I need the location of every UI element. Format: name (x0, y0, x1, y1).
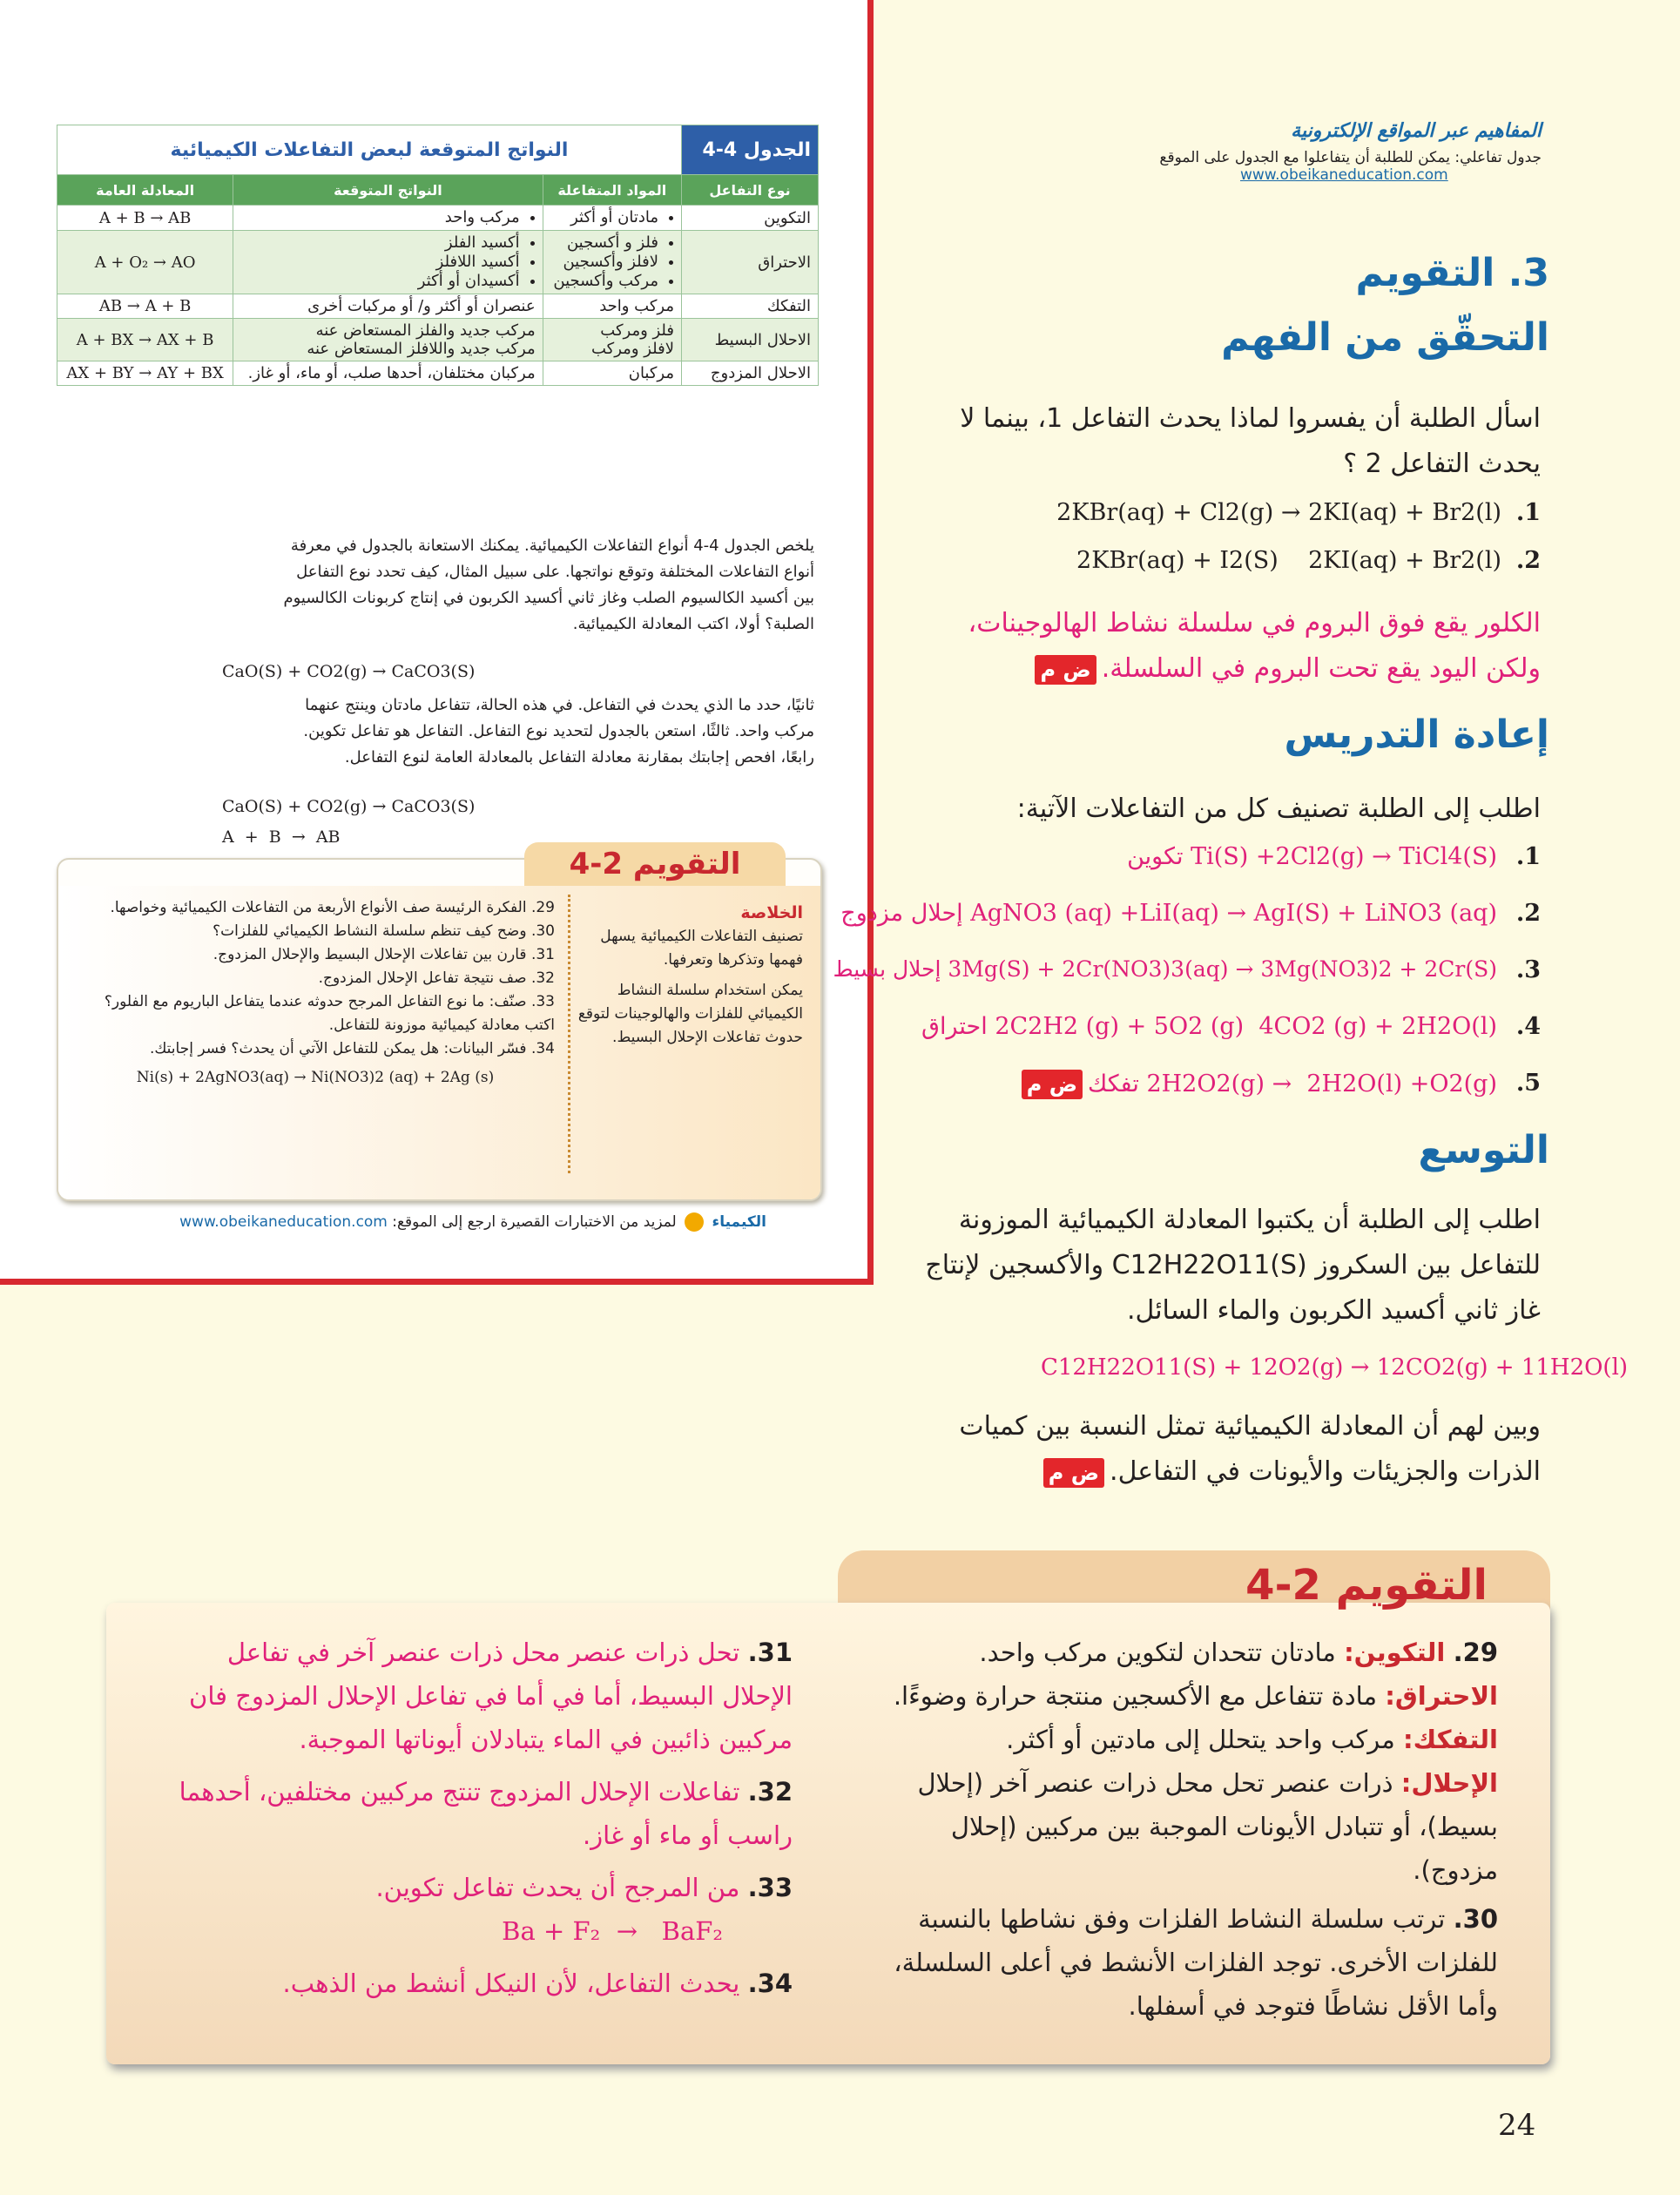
question: 32. صف نتيجة تفاعل الإحلال المزدوج. (318, 969, 555, 987)
answers-left-column (165, 1631, 793, 2005)
mini-equation-1: CaO(S) + CO2(g) → CaCO3(S) (222, 662, 476, 681)
list-item: .2 AgNO3 (aq) +LiI(aq) → AgI(S) + LiNO3 (aq) إحلال مزدوج (840, 900, 1541, 927)
dm-badge: ض م (1043, 1458, 1104, 1488)
summary (568, 902, 803, 1050)
extend-equation: C12H22O11(S) + 12O2(g) → 12CO2(g) + 11H2O(l) (1041, 1354, 1629, 1381)
dm-badge: ض م (1022, 1070, 1083, 1099)
dm-badge: ض م (1035, 655, 1096, 685)
answer-item: 32. تفاعلات الإحلال المزدوج تنتج مركبين مختلفين، أحدهما راسب أو ماء أو غاز. (179, 1777, 793, 1850)
extend-text-2: وبين لهم أن المعادلة الكيميائية تمثل النسبة بين كميات الذرات والجزيئات والأيونات في التفاعل.ض م (959, 1411, 1541, 1487)
mini-paragraph-2: ثانيًا، حدد ما الذي يحدث في التفاعل. في هذه الحالة، تتفاعل مادتان وينتج عنهما مركب واحد. ثالثًا، استعن بالجدول لتحديد نوع التفاعل. التفاعل هو تفاعل تكوين. رابعًا، افحص إجابتك بمقارنة معادلة التفاعل بالمعادلة العامة لنوع التفاعل. (303, 696, 814, 767)
summary-title: الخلاصة (740, 903, 803, 922)
table-row: التكوين • مادتان أو أكثر • مركب واحد A + B → AB (57, 206, 819, 231)
answer-item: 33. من المرجح أن يحدث تفاعل تكوين. (375, 1873, 793, 1902)
mini-footer (78, 1212, 766, 1232)
col-type: نوع التفاعل (682, 175, 819, 206)
online-concepts (1132, 120, 1542, 184)
table-row: الاحلال البسيط فلز ومركب لافلز ومركب مركب جديد والفلز المستعاض عنه مركب جديد واللافلز المستعاض عنه A + BX → AX + B (57, 319, 819, 361)
check-equation-2: .2 2KBr(aq) + I2(S) 2KI(aq) + Br2(l) (1076, 547, 1541, 574)
list-item: .5 2H2O2(g) → 2H2O(l) +O2(g) تفككض م (896, 1063, 1541, 1111)
online-title: المفاهيم عبر المواقع الإلكترونية (1291, 120, 1542, 142)
answer-item: التفكك: مركب واحد يتحلل إلى مادتين أو أكثر. (1006, 1725, 1498, 1754)
reteach-title: إعادة التدريس (1284, 713, 1549, 757)
table-row: التفكك مركب واحد عنصران أو أكثر و/ أو مركبات أخرى AB → A + B (57, 294, 819, 319)
questions (76, 896, 555, 1090)
mini-equation-3: A + B → AB (222, 827, 341, 847)
extend-text: اطلب إلى الطلبة أن يكتبوا المعادلة الكيميائية الموزونة للتفاعل بين السكروز C12H22O11(S) والأكسجين لإنتاج غاز ثاني أكسيد الكربون والماء السائل. (925, 1205, 1541, 1326)
list-item: .1 Ti(S) +2Cl2(g) → TiCl4(S) تكوين (1127, 843, 1541, 870)
dotted-divider (568, 895, 570, 1173)
online-desc: جدول تفاعلي: يمكن للطلبة أن يتفاعلوا مع الجدول على الموقع (1159, 149, 1542, 166)
question: 31. قارن بين تفاعلات الإحلال البسيط والإحلال المزدوج. (213, 946, 555, 963)
list-item: .4 2C2H2 (g) + 5O2 (g) 4CO2 (g) + 2H2O(l) احتراق (921, 1013, 1541, 1040)
col-equation: المعادلة العامة (57, 175, 233, 206)
answers-title: التقويم 2-4 (1245, 1561, 1488, 1610)
question-equation: Ni(s) + 2AgNO3(aq) → Ni(NO3)2 (aq) + 2Ag (s) (136, 1069, 495, 1086)
col-products: النواتج المتوقعة (233, 175, 543, 206)
table-row: الاحتراق • فلز و أكسجين • لافلز وأكسجين • مركب وأكسجين • أكسيد الفلز • أكسيد اللافلز • أكسيدان أو أكثر A + O₂ → AO (57, 231, 819, 294)
footer-brand: الكيمياء (712, 1213, 766, 1231)
list-item: .3 3Mg(S) + 2Cr(NO3)3(aq) → 3Mg(NO3)2 + 2Cr(S) إحلال بسيط (833, 956, 1541, 983)
answer-item: الاحتراق: مادة تتفاعل مع الأكسجين منتجة حرارة وضوءًا. (893, 1681, 1498, 1711)
mini-assessment-box (57, 847, 822, 1201)
table-title: النواتج المتوقعة لبعض التفاعلات الكيميائية (57, 125, 682, 175)
answers-right-column (871, 1631, 1498, 2028)
table-4-4 (57, 125, 819, 386)
question: 29. الفكرة الرئيسة صف الأنواع الأربعة من التفاعلات الكيميائية وخواصها. (110, 899, 555, 916)
footer-text: لمزيد من الاختبارات القصيرة ارجع إلى الموقع: (392, 1213, 677, 1231)
answer-item: الإحلال: ذرات عنصر تحل محل ذرات عنصر آخر (إحلال بسيط)، أو تتبادل الأيونات الموجبة بين مركبين (إحلال مزدوج). (917, 1768, 1498, 1885)
answer-item: 31. تحل ذرات عنصر محل ذرات عنصر آخر في تفاعل الإحلال البسيط، أما في أما في تفاعل الإحلال المزدوج فان مركبين ذائبين في الماء يتبادلان أيوناتها الموجبة. (189, 1638, 793, 1754)
mini-paragraph-1: يلخص الجدول 4-4 أنواع التفاعلات الكيميائية. يمكنك الاستعانة بالجدول في معرفة أنواع التفاعلات المختلفة وتوقع نواتجها. على سبيل المثال، كيف تحدد نوع التفاعل بين أكسيد الكالسيوم الصلب وغاز ثاني أكسيد الكربون في إنتاج كربونات الكالسيوم الصلبة؟ أولا، اكتب المعادلة الكيميائية. (283, 537, 814, 633)
check-understanding-title: التحقّق من الفهم (1221, 315, 1549, 360)
mini-equation-2: CaO(S) + CO2(g) → CaCO3(S) (222, 797, 476, 816)
summary-item: تصنيف التفاعلات الكيميائية يسهل فهمها وتذكرها وتعرفها. (600, 928, 803, 969)
answer-equation: Ba + F₂ → BaF₂ (502, 1916, 723, 1946)
mini-quiz-title: التقويم 2-4 (524, 842, 786, 886)
check-equation-1: .1 2KBr(aq) + Cl2(g) → 2KI(aq) + Br2(l) (1056, 499, 1541, 526)
section-title-assessment: 3. التقويم (1355, 251, 1549, 295)
question: 33. صنّف: ما نوع التفاعل المرجح حدوثه عندما يتفاعل الباريوم مع الفلور؟ اكتب معادلة كيميائية موزونة للتفاعل. (104, 993, 555, 1034)
summary-item: يمكن استخدام سلسلة النشاط الكيميائي للفلزات والهالوجينات لتوقع حدوث تفاعلات الإحلال البسيط. (577, 982, 803, 1046)
reteach-text: اطلب إلى الطلبة تصنيف كل من التفاعلات الآتية: (1016, 794, 1541, 824)
footer-url[interactable]: www.obeikaneducation.com (179, 1213, 388, 1231)
page-number: 24 (1498, 2108, 1536, 2143)
col-reactants: المواد المتفاعلة (543, 175, 681, 206)
assessment-answers-box (106, 1550, 1550, 2064)
answer-item: 29. التكوين: مادتان تتحدان لتكوين مركب واحد. (979, 1638, 1498, 1667)
online-url[interactable]: www.obeikaneducation.com (1240, 166, 1448, 184)
check-answer: الكلور يقع فوق البروم في سلسلة نشاط الهالوجينات، ولكن اليود يقع تحت البروم في السلسلة.ض م (968, 608, 1541, 684)
answer-item: 30. ترتب سلسلة النشاط الفلزات وفق نشاطها بالنسبة للفلزات الأخرى. توجد الفلزات الأنشط في أعلى السلسلة، وأما الأقل نشاطًا فتوجد في أسفلها. (894, 1904, 1498, 2021)
extend-title: التوسع (1418, 1128, 1549, 1172)
check-text: اسأل الطلبة أن يفسروا لماذا يحدث التفاعل 1، بينما لا يحدث التفاعل 2 ؟ (960, 403, 1541, 479)
table-row: الاحلال المزدوج مركبان مركبان مختلفان، أحدها صلب، أو ماء، أو غاز. AX + BY → AY + BX (57, 361, 819, 386)
table-label: الجدول 4-4 (682, 125, 819, 175)
student-page-thumbnail (0, 0, 874, 1285)
question: 34. فسّر البيانات: هل يمكن للتفاعل الآتي أن يحدث؟ فسر إجابتك. (149, 1040, 555, 1057)
answer-item: 34. يحدث التفاعل، لأن النيكل أنشط من الذهب. (282, 1969, 793, 1998)
globe-icon (685, 1212, 704, 1232)
question: 30. وضح كيف تنظم سلسلة النشاط الكيميائي للفلزات؟ (213, 922, 555, 940)
